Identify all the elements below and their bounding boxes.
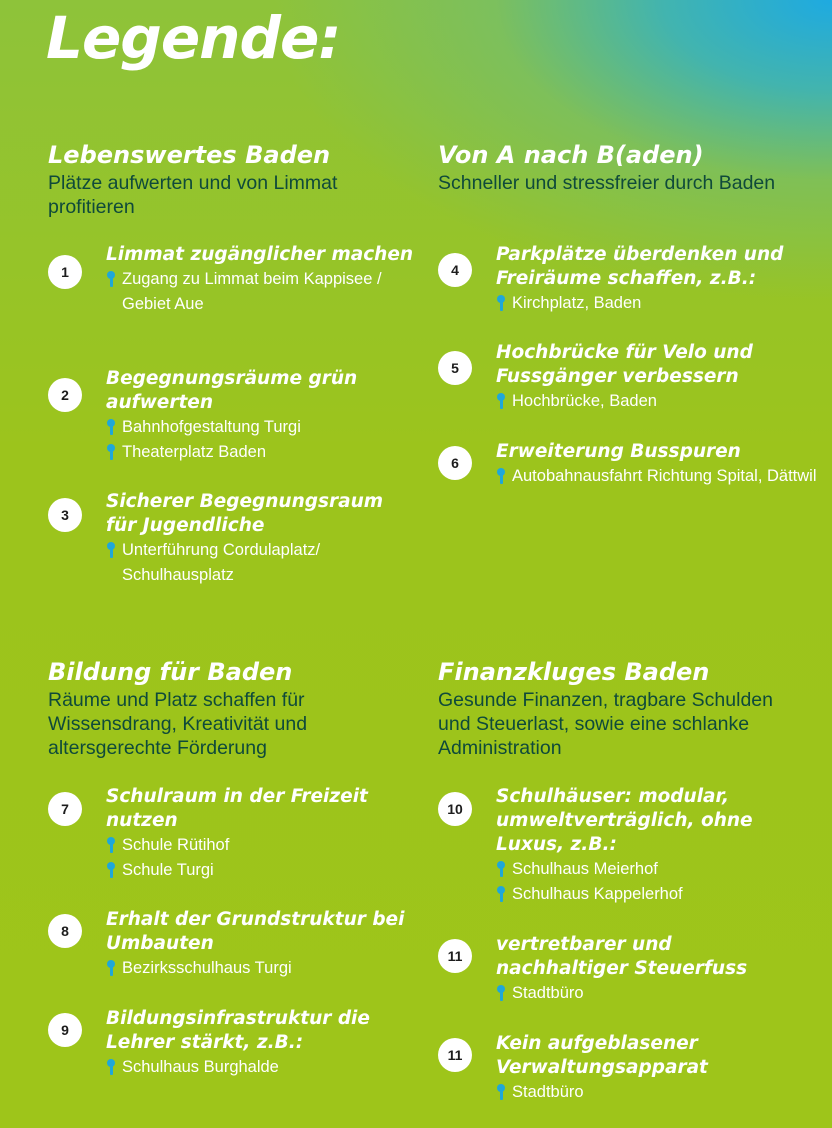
item-title: Schulraum in der Freizeit nutzen (106, 786, 368, 831)
item-title: Parkplätze überdenken und Freiräume schaffen, z.B.: (496, 244, 784, 289)
item-number-badge: 9 (48, 1013, 82, 1047)
item-title: Hochbrücke für Velo und Fussgänger verbessern (496, 342, 753, 387)
item-title: Erweiterung Busspuren (496, 441, 741, 462)
location-point: Schule Rütihof (106, 833, 416, 858)
location-point: Stadtbüro (496, 981, 786, 1006)
map-pin-icon (497, 295, 505, 311)
map-pin-icon (497, 985, 505, 1001)
item-number-badge: 10 (438, 792, 472, 826)
location-point: Schule Turgi (106, 858, 416, 883)
section-subtitle: Plätze aufwerten und von Limmat profitieren (48, 172, 338, 218)
item-number-badge: 11 (438, 939, 472, 973)
item-title: Sicherer Begegnungsraum für Jugendliche (106, 491, 384, 536)
location-point: Stadtbüro (496, 1080, 786, 1105)
location-point: Unterführung Cordulaplatz/ Schulhausplatz (106, 538, 416, 588)
section-lebenswertes-baden (48, 141, 428, 219)
map-pin-icon (497, 393, 505, 409)
item-number-badge: 7 (48, 792, 82, 826)
item-title: Bildungsinfrastruktur die Lehrer stärkt, z.B.: (106, 1008, 370, 1053)
location-point: Theaterplatz Baden (106, 440, 416, 465)
map-pin-icon (497, 1084, 505, 1100)
item-number-badge: 8 (48, 914, 82, 948)
item-title: Limmat zugänglicher machen (106, 244, 414, 265)
section-heading: Bildung für Baden (48, 658, 293, 686)
item-number-badge: 1 (48, 255, 82, 289)
section-heading: Finanzkluges Baden (438, 658, 710, 686)
location-point: Autobahnausfahrt Richtung Spital, Dättwil (496, 464, 826, 489)
section-subtitle: Räume und Platz schaffen für Wissensdrang, Kreativität und altersgerechte Förderung (48, 689, 308, 759)
map-pin-icon (107, 271, 115, 287)
map-pin-icon (107, 1059, 115, 1075)
item-number-badge: 2 (48, 378, 82, 412)
location-point: Schulhaus Burghalde (106, 1055, 416, 1080)
map-pin-icon (107, 419, 115, 435)
location-point: Zugang zu Limmat beim Kappisee / Gebiet Aue (106, 267, 416, 317)
map-pin-icon (497, 886, 505, 902)
location-point: Bahnhofgestaltung Turgi (106, 415, 416, 440)
item-number-badge: 11 (438, 1038, 472, 1072)
map-pin-icon (107, 837, 115, 853)
location-point: Kirchplatz, Baden (496, 291, 826, 316)
item-title: vertretbarer und nachhaltiger Steuerfuss (496, 934, 748, 979)
location-point: Schulhaus Meierhof (496, 857, 786, 882)
item-title: Begegnungsräume grün aufwerten (106, 368, 358, 413)
page-title: Legende: (46, 4, 341, 72)
map-pin-icon (497, 861, 505, 877)
item-title: Schulhäuser: modular, umweltverträglich, ohne Luxus, z.B.: (496, 786, 753, 855)
location-point: Bezirksschulhaus Turgi (106, 956, 416, 981)
item-title: Erhalt der Grundstruktur bei Umbauten (106, 909, 405, 954)
item-number-badge: 3 (48, 498, 82, 532)
map-pin-icon (107, 542, 115, 558)
section-subtitle: Gesunde Finanzen, tragbare Schulden und Steuerlast, sowie eine schlanke Administration (438, 689, 773, 759)
section-finanzkluges-baden (438, 658, 818, 760)
map-pin-icon (497, 468, 505, 484)
section-heading: Von A nach B(aden) (438, 141, 704, 169)
section-bildung-fuer-baden (48, 658, 428, 760)
map-pin-icon (107, 960, 115, 976)
map-pin-icon (107, 862, 115, 878)
item-number-badge: 4 (438, 253, 472, 287)
item-number-badge: 5 (438, 351, 472, 385)
location-point: Schulhaus Kappelerhof (496, 882, 786, 907)
item-number-badge: 6 (438, 446, 472, 480)
item-title: Kein aufgeblasener Verwaltungsapparat (496, 1033, 708, 1078)
section-subtitle: Schneller und stressfreier durch Baden (438, 172, 776, 194)
section-heading: Lebenswertes Baden (48, 141, 331, 169)
section-von-a-nach-baden (438, 141, 818, 195)
location-point: Hochbrücke, Baden (496, 389, 826, 414)
map-pin-icon (107, 444, 115, 460)
